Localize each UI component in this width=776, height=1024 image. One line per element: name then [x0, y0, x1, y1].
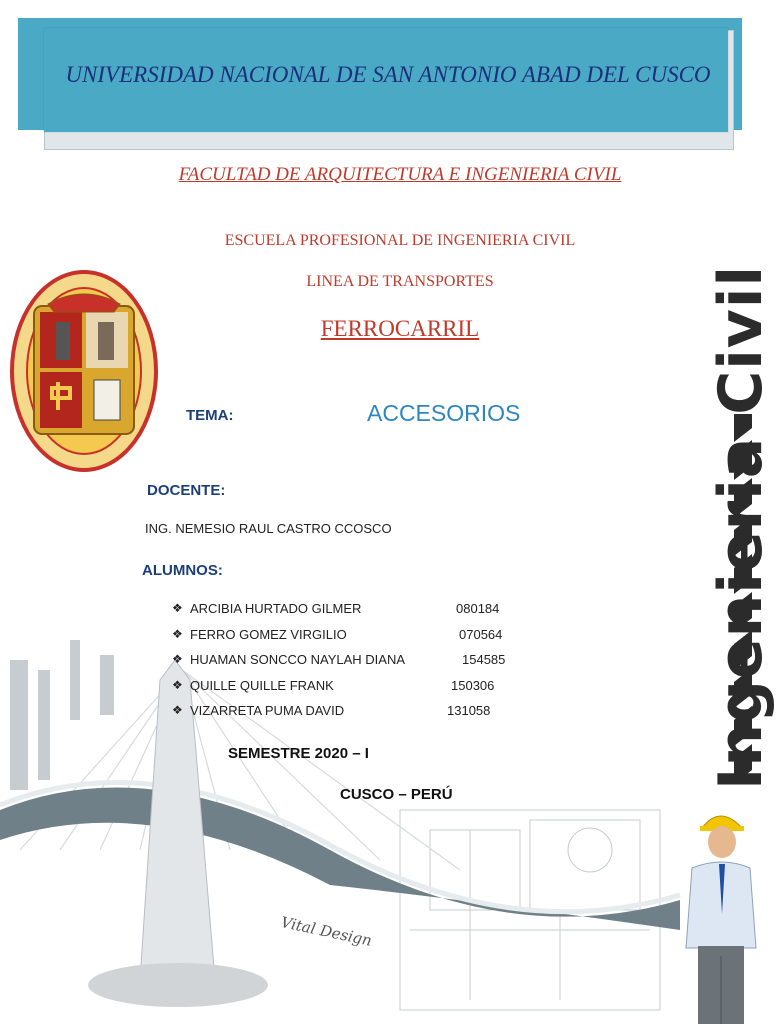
ingenieria-civil-logo-text: Ingenieria Civil: [706, 264, 776, 790]
tema-label: TEMA:: [186, 407, 234, 424]
student-code: 150306: [451, 677, 495, 693]
vital-design-watermark: Vital Design: [279, 913, 374, 950]
alumnos-label: ALUMNOS:: [142, 562, 223, 579]
course-title: FERROCARRIL: [320, 316, 480, 341]
diamond-bullet-icon: ❖: [172, 601, 183, 615]
student-name: HUAMAN SONCCO NAYLAH DIANA: [190, 652, 406, 667]
diamond-bullet-icon: ❖: [172, 652, 183, 666]
university-seal-icon: [8, 268, 160, 474]
engineer-figure: [682, 806, 758, 1024]
school-title: ESCUELA PROFESIONAL DE INGENIERIA CIVIL: [224, 232, 576, 249]
list-item: [172, 627, 572, 653]
university-title: UNIVERSIDAD NACIONAL DE SAN ANTONIO ABAD DEL CUSCO: [65, 62, 711, 87]
list-item: [172, 601, 572, 627]
tema-value: ACCESORIOS: [367, 400, 521, 426]
student-name: FERRO GOMEZ VIRGILIO: [190, 626, 347, 642]
student-code: 070564: [459, 626, 503, 642]
student-code: 131058: [447, 703, 491, 718]
list-item: [172, 678, 572, 704]
line-title: LINEA DE TRANSPORTES: [306, 273, 494, 290]
docente-label: DOCENTE:: [147, 482, 226, 499]
diamond-bullet-icon: ❖: [172, 703, 183, 717]
list-item: [172, 703, 572, 729]
student-code: 080184: [456, 601, 500, 616]
student-name: ARCIBIA HURTADO GILMER: [190, 601, 362, 616]
student-code: 154585: [462, 652, 506, 667]
faculty-title: FACULTAD DE ARQUITECTURA E INGENIERIA CIVIL: [178, 164, 622, 185]
semester: SEMESTRE 2020 – I: [228, 745, 369, 762]
diamond-bullet-icon: ❖: [172, 677, 183, 692]
student-name: QUILLE QUILLE FRANK: [190, 677, 334, 693]
place: CUSCO – PERÚ: [340, 786, 453, 803]
docente-name: ING. NEMESIO RAUL CASTRO CCOSCO: [145, 521, 392, 536]
student-list: [172, 601, 572, 729]
student-name: VIZARRETA PUMA DAVID: [190, 703, 345, 718]
diamond-bullet-icon: ❖: [172, 626, 183, 641]
list-item: [172, 652, 572, 678]
